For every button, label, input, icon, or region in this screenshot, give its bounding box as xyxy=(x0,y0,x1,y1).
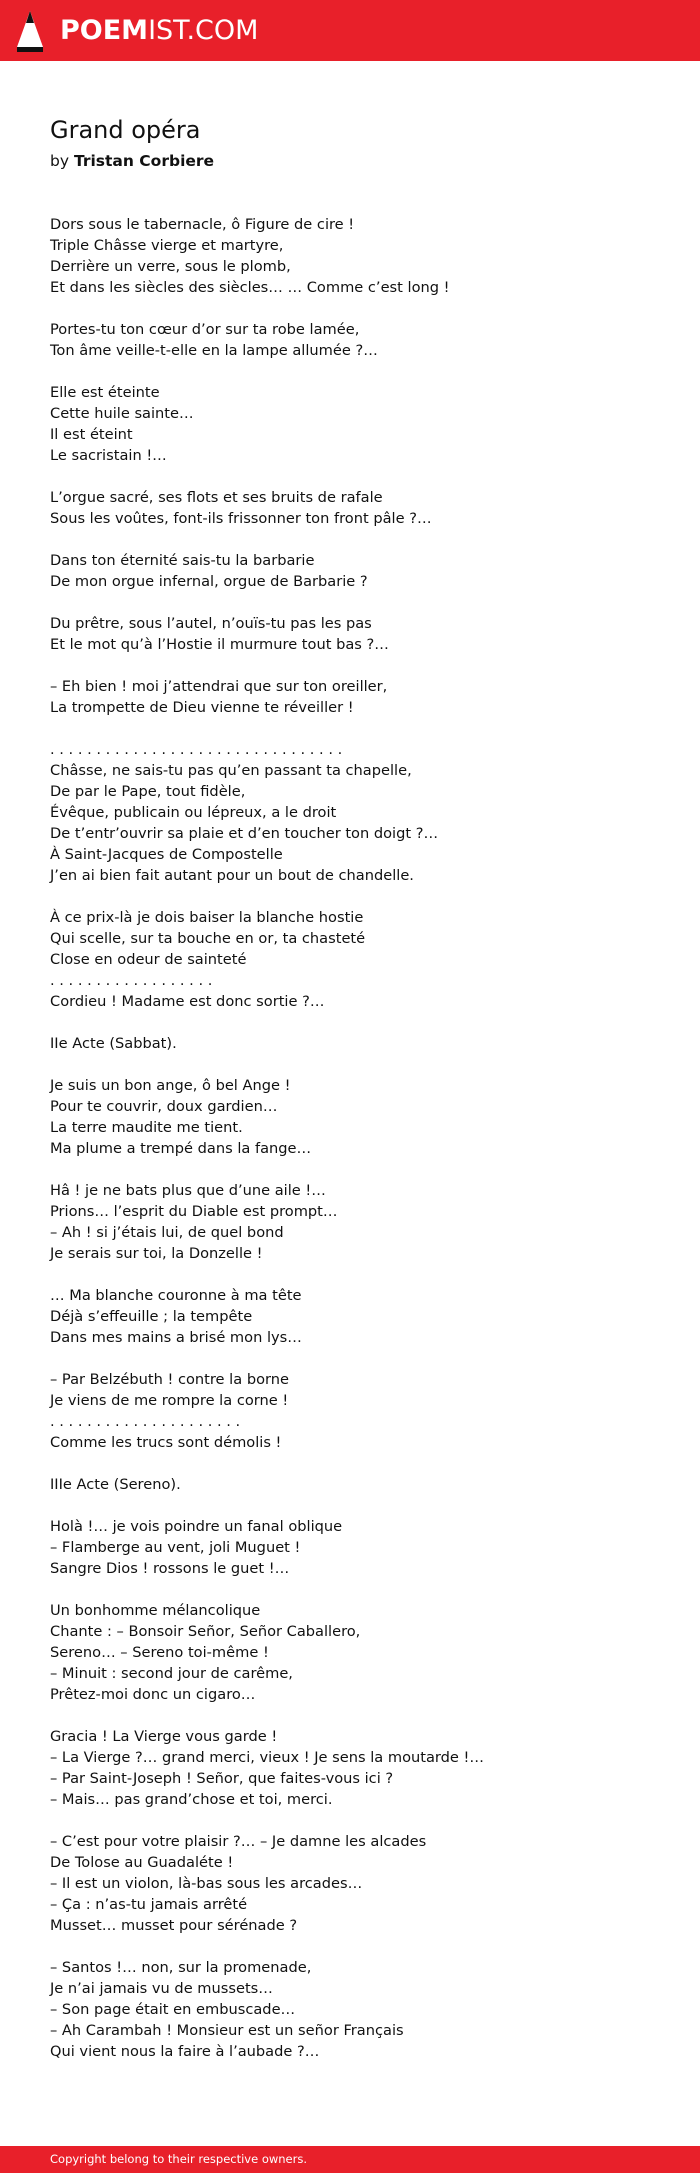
poem-stanza xyxy=(50,1033,650,1054)
poem-line: – Flamberge au vent, joli Muguet ! xyxy=(50,1539,301,1556)
poem-line: La trompette de Dieu vienne te réveiller ! xyxy=(50,699,354,716)
poem-stanza xyxy=(50,1285,650,1348)
logo-text-bold: POEM xyxy=(60,15,149,46)
poem-line: À Saint-Jacques de Compostelle xyxy=(50,846,283,863)
poem-line: J’en ai bien fait autant pour un bout de chandelle. xyxy=(50,867,414,884)
copyright-notice: Copyright belong to their respective owners. xyxy=(50,2152,308,2166)
poem-line: Sereno… – Sereno toi-même ! xyxy=(50,1644,269,1661)
poem-line: Évêque, publicain ou lépreux, a le droit xyxy=(50,804,337,821)
poem-line: De par le Pape, tout fidèle, xyxy=(50,783,246,800)
poem-line: – Eh bien ! moi j’attendrai que sur ton oreiller, xyxy=(50,678,388,695)
poem-stanza xyxy=(50,382,650,466)
site-header xyxy=(0,0,700,61)
poem-line: Je viens de me rompre la corne ! xyxy=(50,1392,289,1409)
poem-line: Prêtez-moi donc un cigaro… xyxy=(50,1686,256,1703)
poem-line: Derrière un verre, sous le plomb, xyxy=(50,258,291,275)
site-footer xyxy=(0,2146,700,2173)
poem-stanza xyxy=(50,319,650,361)
poem-line: À ce prix-là je dois baiser la blanche hostie xyxy=(50,909,364,926)
poem-line: Portes-tu ton cœur d’or sur ta robe lamée, xyxy=(50,321,360,338)
poem-line: Et dans les siècles des siècles… … Comme c’est long ! xyxy=(50,279,450,296)
poem-line: … Ma blanche couronne à ma tête xyxy=(50,1287,302,1304)
poem-line: Déjà s’effeuille ; la tempête xyxy=(50,1308,253,1325)
poem-stanza xyxy=(50,1075,650,1159)
poem-line: – Santos !… non, sur la promenade, xyxy=(50,1959,312,1976)
poem-line: Close en odeur de sainteté xyxy=(50,951,247,968)
poem-line: IIe Acte (Sabbat). xyxy=(50,1035,177,1052)
poem-line: Prions… l’esprit du Diable est prompt… xyxy=(50,1203,338,1220)
poem-stanza xyxy=(50,1831,650,1936)
poem-line: Triple Châsse vierge et martyre, xyxy=(50,237,284,254)
poem-line: . . . . . . . . . . . . . . . . . . . . . . . . . . . . . . . . xyxy=(50,741,343,758)
poem-line: Chante : – Bonsoir Señor, Señor Caballero, xyxy=(50,1623,361,1640)
author-link[interactable]: Tristan Corbiere xyxy=(73,152,215,170)
pencil-tip-icon xyxy=(16,10,44,52)
poem-line: Dans mes mains a brisé mon lys… xyxy=(50,1329,302,1346)
poem-line: Et le mot qu’à l’Hostie il murmure tout bas ?… xyxy=(50,636,389,653)
byline-prefix: by xyxy=(50,152,70,170)
poem-line: IIIe Acte (Sereno). xyxy=(50,1476,181,1493)
poem-line: Qui vient nous la faire à l’aubade ?… xyxy=(50,2043,320,2060)
poem-line: L’orgue sacré, ses flots et ses bruits de rafale xyxy=(50,489,383,506)
poem-stanza xyxy=(50,1726,650,1810)
poem-line: La terre maudite me tient. xyxy=(50,1119,243,1136)
poem-stanza xyxy=(50,1957,650,2062)
poem-line: . . . . . . . . . . . . . . . . . . . . . xyxy=(50,1413,241,1430)
poem-line: – Minuit : second jour de carême, xyxy=(50,1665,293,1682)
poem-line: – Par Belzébuth ! contre la borne xyxy=(50,1371,289,1388)
poem-line: – Ah Carambah ! Monsieur est un señor Français xyxy=(50,2022,404,2039)
poem-line: Elle est éteinte xyxy=(50,384,160,401)
poem-stanza xyxy=(50,613,650,655)
poem-stanza xyxy=(50,907,650,1012)
poem-line: – Par Saint-Joseph ! Señor, que faites-vous ici ? xyxy=(50,1770,394,1787)
site-logo-link[interactable] xyxy=(16,10,258,52)
site-logo-text xyxy=(60,10,258,52)
poem-line: De Tolose au Guadaléte ! xyxy=(50,1854,234,1871)
poem-line: De mon orgue infernal, orgue de Barbarie ? xyxy=(50,573,368,590)
poem-line: Dans ton éternité sais-tu la barbarie xyxy=(50,552,315,569)
poem-line: Hâ ! je ne bats plus que d’une aile !… xyxy=(50,1182,326,1199)
poem-line: Un bonhomme mélancolique xyxy=(50,1602,261,1619)
poem-line: Comme les trucs sont démolis ! xyxy=(50,1434,282,1451)
poem-line: Ton âme veille-t-elle en la lampe allumée ?… xyxy=(50,342,378,359)
poem-line: Cette huile sainte… xyxy=(50,405,194,422)
poem-stanza xyxy=(50,739,650,886)
poem-line: – Mais… pas grand’chose et toi, merci. xyxy=(50,1791,333,1808)
poem-line: Je n’ai jamais vu de mussets… xyxy=(50,1980,273,1997)
poem-line: Cordieu ! Madame est donc sortie ?… xyxy=(50,993,325,1010)
poem-line: – Son page était en embuscade… xyxy=(50,2001,296,2018)
poem-line: Musset… musset pour sérénade ? xyxy=(50,1917,298,1934)
poem-stanza xyxy=(50,550,650,592)
poem-line: – La Vierge ?… grand merci, vieux ! Je sens la moutarde !… xyxy=(50,1749,484,1766)
poem-stanza xyxy=(50,1474,650,1495)
poem-line: Gracia ! La Vierge vous garde ! xyxy=(50,1728,278,1745)
poem-line: Sous les voûtes, font-ils frissonner ton front pâle ?… xyxy=(50,510,432,527)
poem-stanza xyxy=(50,1369,650,1453)
poem-line: Ma plume a trempé dans la fange… xyxy=(50,1140,312,1157)
poem-body xyxy=(50,214,650,2062)
poem-line: . . . . . . . . . . . . . . . . . . xyxy=(50,972,213,989)
poem-stanza xyxy=(50,676,650,718)
poem-stanza xyxy=(50,1600,650,1705)
poem-line: Du prêtre, sous l’autel, n’ouïs-tu pas les pas xyxy=(50,615,372,632)
poem-line: Il est éteint xyxy=(50,426,133,443)
poem-line: Pour te couvrir, doux gardien… xyxy=(50,1098,278,1115)
poem-line: Qui scelle, sur ta bouche en or, ta chasteté xyxy=(50,930,366,947)
logo-text-light: IST.COM xyxy=(148,15,259,46)
poem-line: Dors sous le tabernacle, ô Figure de cire ! xyxy=(50,216,355,233)
poem-stanza xyxy=(50,1516,650,1579)
poem-byline xyxy=(50,148,650,174)
poem-stanza xyxy=(50,214,650,298)
poem-stanza xyxy=(50,487,650,529)
poem-line: Le sacristain !… xyxy=(50,447,167,464)
poem-line: – Ça : n’as-tu jamais arrêté xyxy=(50,1896,248,1913)
poem-line: – Il est un violon, là-bas sous les arcades… xyxy=(50,1875,363,1892)
poem-line: Je suis un bon ange, ô bel Ange ! xyxy=(50,1077,291,1094)
poem-line: – Ah ! si j’étais lui, de quel bond xyxy=(50,1224,284,1241)
poem-line: Holà !… je vois poindre un fanal oblique xyxy=(50,1518,343,1535)
poem-line: – C’est pour votre plaisir ?… – Je damne les alcades xyxy=(50,1833,427,1850)
poem-line: Je serais sur toi, la Donzelle ! xyxy=(50,1245,263,1262)
poem-stanza xyxy=(50,1180,650,1264)
poem-line: Châsse, ne sais-tu pas qu’en passant ta chapelle, xyxy=(50,762,412,779)
poem-line: De t’entr’ouvrir sa plaie et d’en toucher ton doigt ?… xyxy=(50,825,439,842)
poem-line: Sangre Dios ! rossons le guet !… xyxy=(50,1560,290,1577)
poem-title: Grand opéra xyxy=(50,116,201,144)
poem-article xyxy=(50,112,650,2083)
